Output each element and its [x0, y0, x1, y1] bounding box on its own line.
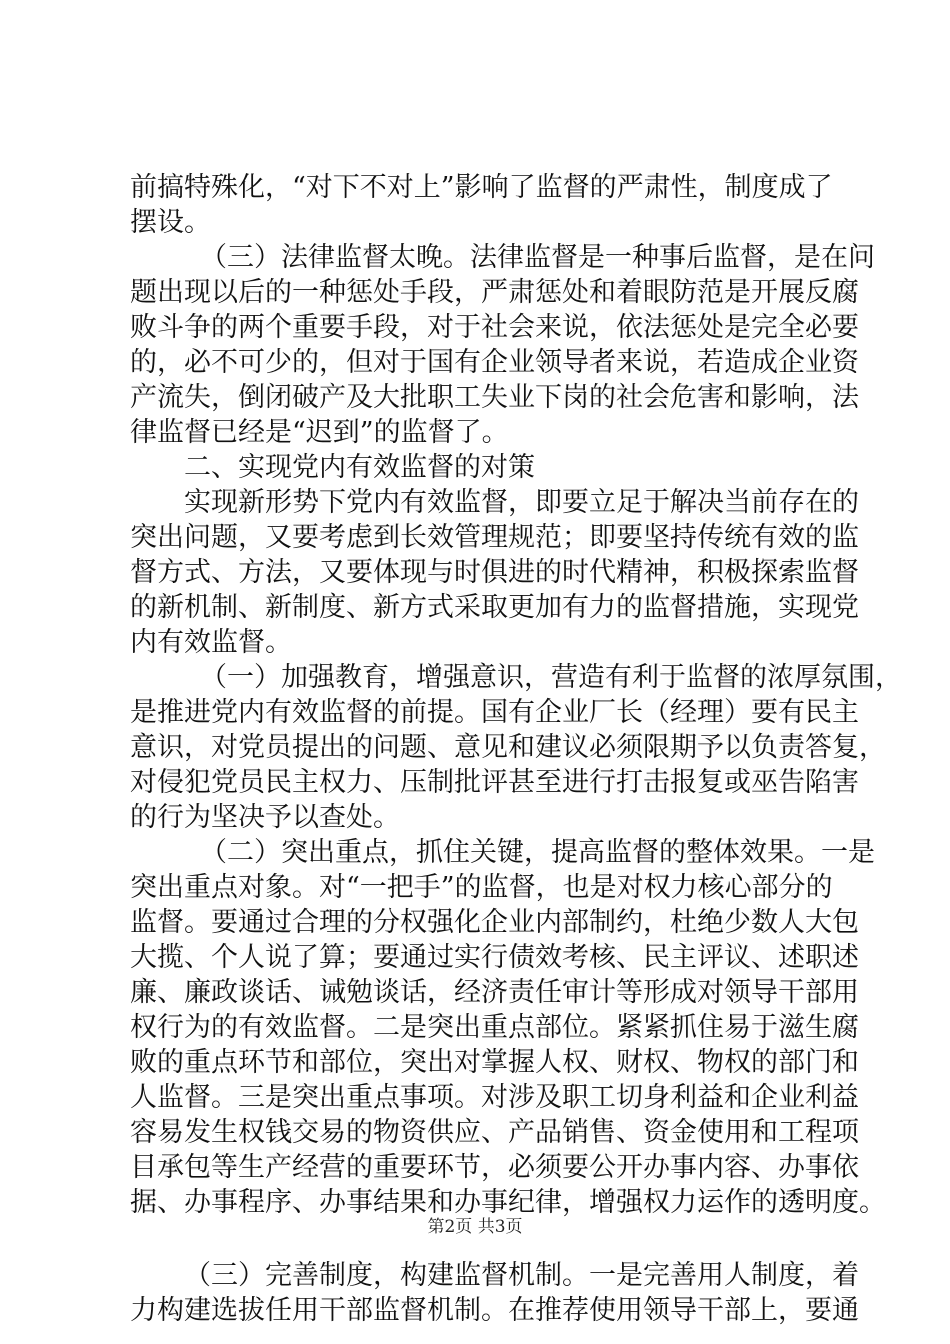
paragraph — [130, 170, 833, 240]
text-line: 败斗争的两个重要手段，对于社会来说，依法惩处是完全必要 — [130, 312, 859, 343]
text-line: 人监督。三是突出重点事项。对涉及职工切身利益和企业利益 — [130, 1082, 859, 1113]
text-line: 监督。要通过合理的分权强化企业内部制约，杜绝少数人大包 — [130, 907, 859, 938]
document-body — [130, 170, 902, 1328]
text-line: 律监督已经是“迟到”的监督了。 — [130, 417, 509, 448]
text-line: （二）突出重点，抓住关键，提高监督的整体效果。一是 — [200, 837, 875, 868]
text-line: 摆设。 — [130, 207, 211, 238]
page-footer: 第2页 共3页 — [427, 1217, 523, 1237]
text-line: 是推进党内有效监督的前提。国有企业厂长（经理）要有民主 — [130, 697, 859, 728]
paragraph — [130, 240, 875, 450]
text-line: 大揽、个人说了算；要通过实行债效考核、民主评议、述职述 — [130, 942, 859, 973]
text-line: 廉、廉政谈话、诫勉谈话，经济责任审计等形成对领导干部用 — [130, 977, 859, 1008]
text-line: （三）法律监督太晚。法律监督是一种事后监督，是在问 — [200, 242, 875, 273]
text-line: （一）加强教育，增强意识，营造有利于监督的浓厚氛围， — [200, 662, 902, 693]
text-line: 的，必不可少的，但对于国有企业领导者来说，若造成企业资 — [130, 347, 859, 378]
text-line: 败的重点环节和部位，突出对掌握人权、财权、物权的部门和 — [130, 1047, 859, 1078]
text-line: 权行为的有效监督。二是突出重点部位。紧紧抓住易于滋生腐 — [130, 1012, 859, 1043]
text-line: 二、实现党内有效监督的对策 — [184, 452, 535, 483]
text-line: 意识，对党员提出的问题、意见和建议必须限期予以负责答复， — [130, 732, 886, 763]
text-line: 据、办事程序、办事结果和办事纪律，增强权力运作的透明度。 — [130, 1187, 886, 1218]
text-line: 突出问题，又要考虑到长效管理规范；即要坚持传统有效的监 — [130, 522, 859, 553]
text-line: 督方式、方法，又要体现与时俱进的时代精神，积极探索监督 — [130, 557, 859, 588]
text-line: 实现新形势下党内有效监督，即要立足于解决当前存在的 — [184, 487, 859, 518]
paragraph — [130, 1258, 859, 1328]
text-line: 产流失，倒闭破产及大批职工失业下岗的社会危害和影响，法 — [130, 382, 859, 413]
text-line: 对侵犯党员民主权力、压制批评甚至进行打击报复或巫告陷害 — [130, 767, 859, 798]
text-line: 题出现以后的一种惩处手段，严肃惩处和着眼防范是开展反腐 — [130, 277, 859, 308]
section-heading — [130, 450, 830, 485]
text-line: 前搞特殊化，“对下不对上”影响了监督的严肃性，制度成了 — [130, 172, 833, 203]
text-line: 容易发生权钱交易的物资供应、产品销售、资金使用和工程项 — [130, 1117, 859, 1148]
text-line: （三）完善制度，构建监督机制。一是完善用人制度，着 — [184, 1260, 859, 1291]
text-line: 突出重点对象。对“一把手”的监督，也是对权力核心部分的 — [130, 872, 833, 903]
paragraph — [130, 485, 859, 660]
text-line: 的行为坚决予以查处。 — [130, 802, 400, 833]
text-line: 内有效监督。 — [130, 627, 292, 658]
paragraph — [130, 660, 902, 835]
text-line: 目承包等生产经营的重要环节，必须要公开办事内容、办事依 — [130, 1152, 859, 1183]
paragraph — [130, 835, 886, 1220]
text-line: 的新机制、新制度、新方式采取更加有力的监督措施，实现党 — [130, 592, 859, 623]
text-line: 力构建选拔任用干部监督机制。在推荐使用领导干部上，要通 — [130, 1295, 859, 1326]
